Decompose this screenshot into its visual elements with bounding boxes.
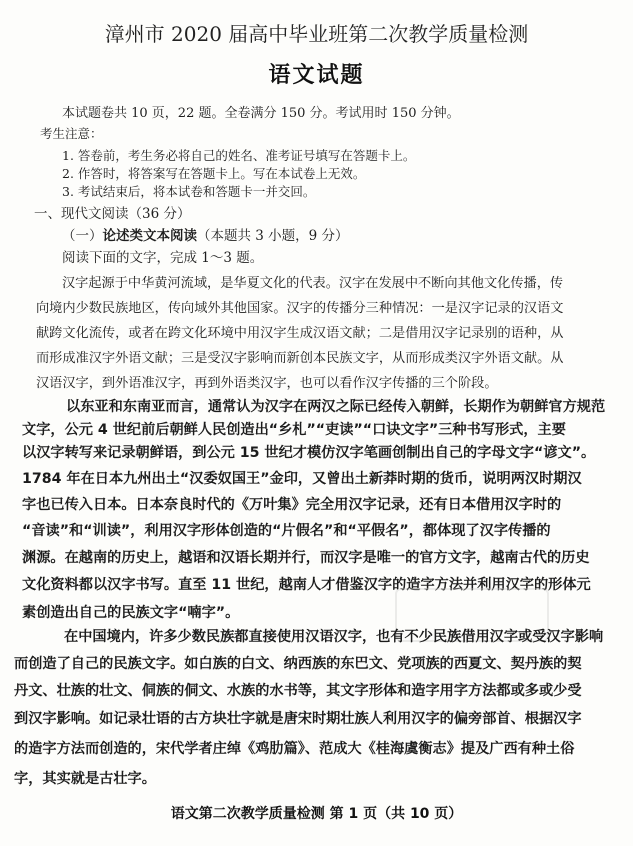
passage-line: 献跨文化流传，或者在跨文化环境中用汉字生成汉语文献；二是借用汉字记录别的语种，从	[36, 326, 564, 341]
passage-line: 在中国境内，许多少数民族都直接使用汉语汉字，也有不少民族借用汉字或受汉字影响	[64, 629, 604, 645]
passage-line: 以东亚和东南亚而言，通常认为汉字在两汉之际已经传入朝鲜，长期作为朝鲜官方规范	[66, 399, 606, 415]
passage-line: 文字，公元 4 世纪前后朝鲜人民创造出“乡札”“吏读”“口诀文字”三种书写形式，主要	[22, 422, 566, 438]
subsection-heading	[62, 224, 349, 244]
note-item: 2. 作答时，将答案写在答题卡上。写在本试卷上无效。	[62, 166, 366, 181]
instruction-text: 阅读下面的文字，完成 1～3 题。	[62, 250, 264, 266]
page-footer: 语文第二次教学质量检测 第 1 页（共 10 页）	[170, 806, 463, 822]
passage-line: 丹文、壮族的壮文、侗族的侗文、水族的水书等，其文字形体和造字用字方法都或多或少受	[14, 683, 582, 699]
passage-line: 渊源。在越南的历史上，越语和汉语长期并行，而汉字是唯一的官方文字，越南古代的历史	[22, 550, 590, 566]
subsection-suffix: （本题共 3 小题，9 分）	[197, 228, 349, 244]
section-heading: 一、现代文阅读（36 分）	[34, 206, 191, 222]
passage-line: 向境内少数民族地区，传向域外其他国家。汉字的传播分三种情况：一是汉字记录的汉语文	[36, 301, 564, 316]
passage-line: 1784 年在日本九州出土“汉委奴国王”金印，又曾出土新莽时期的货币，说明两汉时期汉	[22, 471, 582, 487]
note-item: 3. 考试结束后，将本试卷和答题卡一并交回。	[62, 184, 316, 199]
passage-line: 汉语汉字，到外语准汉字，再到外语类汉字，也可以看作汉字传播的三个阶段。	[36, 376, 498, 391]
note-item: 1. 答卷前，考生务必将自己的姓名、准考证号填写在答题卡上。	[62, 148, 416, 163]
exam-title: 漳州市 2020 届高中毕业班第二次教学质量检测	[104, 22, 529, 46]
passage-line: 字也已传入日本。日本奈良时代的《万叶集》完全用汉字记录，还有日本借用汉字时的	[22, 497, 562, 513]
passage-line: 以汉字转写来记录朝鲜语，到公元 15 世纪才模仿汉字笔画创制出自己的字母文字“谚文”。	[22, 445, 596, 461]
passage-line: 而创造了自己的民族文字。如白族的白文、纳西族的东巴文、党项族的西夏文、契丹族的契	[14, 656, 582, 672]
subject-title: 语文试题	[268, 62, 365, 88]
passage-line: 汉字起源于中华黄河流域，是华夏文化的代表。汉字在发展中不断向其他文化传播，传	[62, 276, 564, 291]
passage-line: 文化资料都以汉字书写。直至 11 世纪，越南人才借鉴汉字的造字方法并利用汉字的形体元	[22, 577, 591, 593]
passage-line: 到汉字影响。如记录壮语的古方块壮字就是唐宋时期壮族人利用汉字的偏旁部首、根据汉字	[14, 711, 582, 727]
passage-line: 字，其实就是古壮字。	[14, 771, 156, 787]
passage-line: 的造字方法而创造的，宋代学者庄绰《鸡肋篇》、范成大《桂海虞衡志》提及广西有种土俗	[14, 741, 575, 757]
intro-text: 本试题卷共 10 页，22 题。全卷满分 150 分。考试用时 150 分钟。	[62, 106, 460, 121]
passage-line: 而形成准汉字外语文献；三是受汉字影响而新创本民族文字，从而形成类汉字外语文献。从	[36, 351, 564, 366]
passage-line: “音读”和“训读”，利用汉字形体创造的“片假名”和“平假名”，都体现了汉字传播的	[22, 523, 551, 539]
subsection-prefix: （一）	[62, 228, 103, 244]
passage-line: 素创造出自己的民族文字“喃字”。	[22, 605, 240, 621]
subsection-title: 论述类文本阅读	[102, 228, 197, 244]
notes-heading: 考生注意：	[40, 126, 103, 141]
